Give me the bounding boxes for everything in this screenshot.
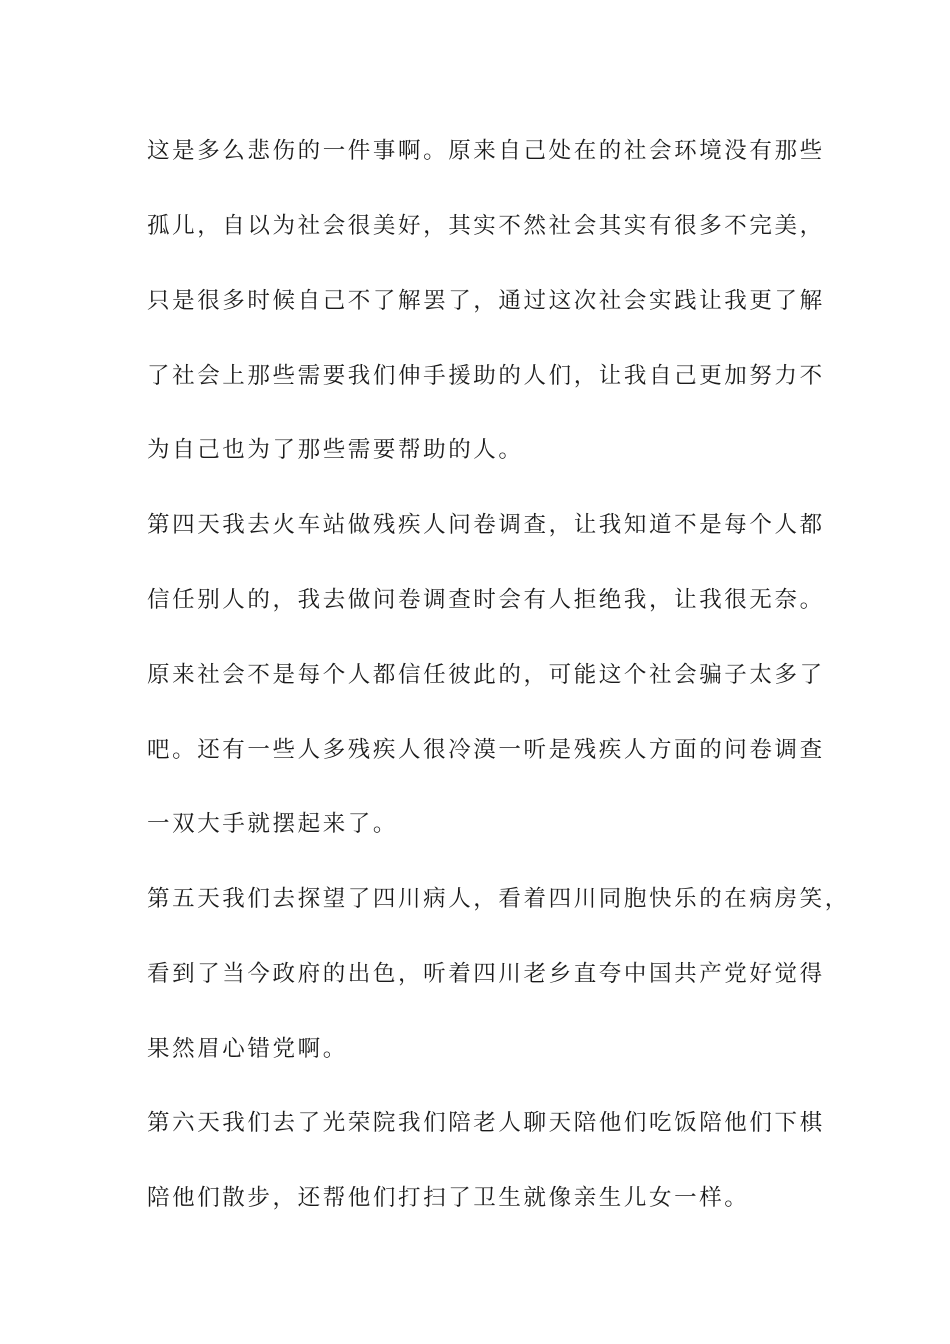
text-line: 为自己也为了那些需要帮助的人。 <box>147 437 524 463</box>
text-line: 第四天我去火车站做残疾人问卷调查，让我知道不是每个人都 <box>147 512 825 538</box>
text-line: 看到了当今政府的出色，听着四川老乡直夸中国共产党好觉得 <box>147 961 825 987</box>
text-line: 了社会上那些需要我们伸手援助的人们，让我自己更加努力不 <box>147 363 825 389</box>
text-line: 原来社会不是每个人都信任彼此的，可能这个社会骗子太多了 <box>147 662 825 688</box>
text-line: 果然眉心错党啊。 <box>147 1036 348 1062</box>
text-line: 陪他们散步，还帮他们打扫了卫生就像亲生儿女一样。 <box>147 1185 750 1211</box>
text-line: 信任别人的，我去做问卷调查时会有人拒绝我，让我很无奈。 <box>147 587 825 613</box>
text-line: 一双大手就摆起来了。 <box>147 811 399 837</box>
text-line: 孤儿，自以为社会很美好，其实不然社会其实有很多不完美， <box>147 213 825 239</box>
text-line: 只是很多时候自己不了解罢了，通过这次社会实践让我更了解 <box>147 288 825 314</box>
text-line: 第六天我们去了光荣院我们陪老人聊天陪他们吃饭陪他们下棋 <box>147 1110 825 1136</box>
text-line: 这是多么悲伤的一件事啊。原来自己处在的社会环境没有那些 <box>147 138 825 164</box>
text-line: 第五天我们去探望了四川病人，看着四川同胞快乐的在病房笑， <box>147 886 850 912</box>
text-line: 吧。还有一些人多残疾人很冷漠一听是残疾人方面的问卷调查 <box>147 737 825 763</box>
